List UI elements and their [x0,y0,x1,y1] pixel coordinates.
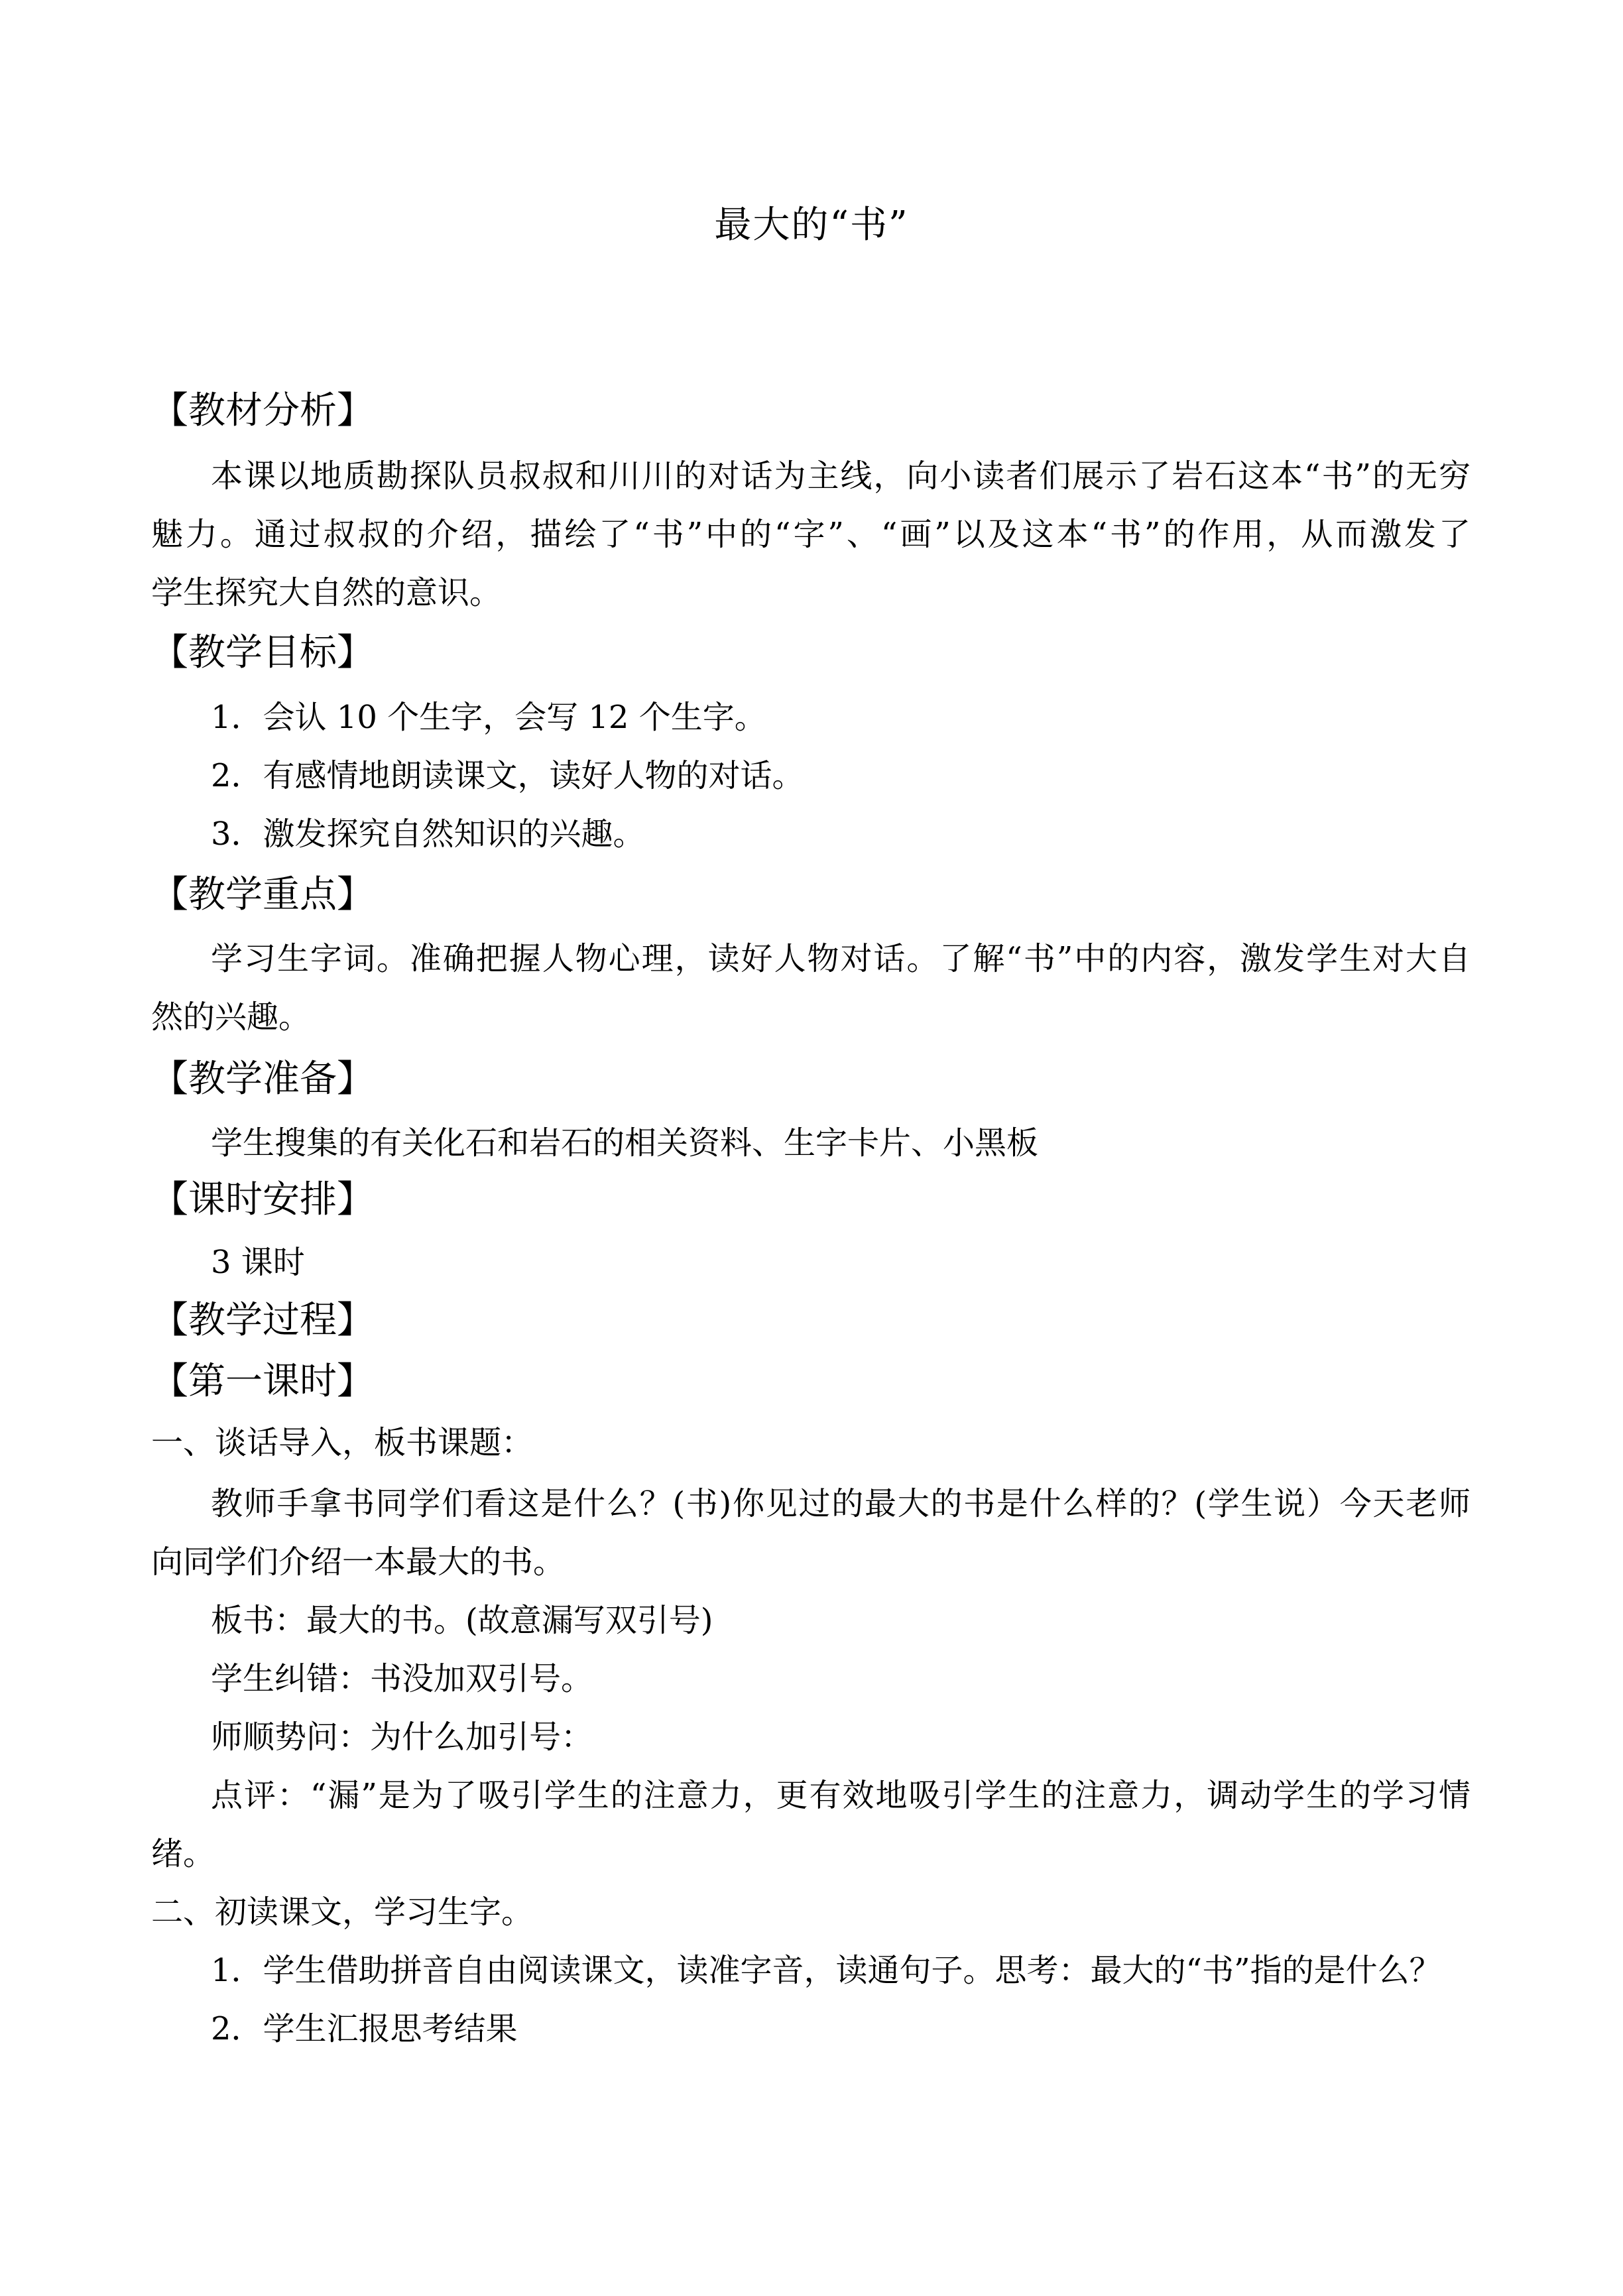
analysis-line-3: 学生探究大自然的意识。 [151,574,502,611]
document-title: 最大的“书” [714,204,909,247]
heading-focus: 【教学重点】 [151,873,374,916]
lesson1-part1-title: 一、谈话导入，板书课题： [151,1424,534,1461]
heading-goals: 【教学目标】 [151,631,374,674]
lesson1-part2-title: 二、初读课文，学习生字。 [151,1894,534,1931]
heading-process: 【教学过程】 [151,1299,374,1342]
lesson1-comment-line-1: 点评：“漏”是为了吸引学生的注意力，更有效地吸引学生的注意力，调动学生的学习情 [211,1777,1471,1814]
heading-preparation: 【教学准备】 [151,1057,374,1101]
lesson1-board: 板书：最大的书。(故意漏写双引号) [211,1602,713,1639]
focus-line-2: 然的兴趣。 [151,998,311,1036]
lesson1-part2-item-2: 2．学生汇报思考结果 [211,2010,518,2047]
heading-lesson-1: 【第一课时】 [151,1360,374,1403]
schedule-text: 3 课时 [211,1244,305,1281]
goal-item-2: 2．有感情地朗读课文，读好人物的对话。 [211,757,804,794]
preparation-text: 学生搜集的有关化石和岩石的相关资料、生字卡片、小黑板 [211,1124,1039,1162]
lesson1-question: 师顺势问：为什么加引号： [211,1719,593,1756]
focus-line-1: 学习生字词。准确把握人物心理，读好人物对话。了解“书”中的内容，激发学生对大自 [211,940,1471,977]
goal-item-1: 1．会认 10 个生字，会写 12 个生字。 [211,699,766,736]
analysis-line-2: 魅力。通过叔叔的介绍，描绘了“书”中的“字”、“画”以及这本“书”的作用，从而激发了 [151,516,1471,553]
lesson1-part1-line-2: 向同学们介绍一本最大的书。 [151,1543,566,1581]
lesson1-comment-line-2: 绪。 [151,1835,215,1872]
lesson1-correction: 学生纠错：书没加双引号。 [211,1660,593,1697]
heading-analysis: 【教材分析】 [151,389,374,432]
lesson1-part1-line-1: 教师手拿书同学们看这是什么？(书)你见过的最大的书是什么样的？(学生说）今天老师 [211,1485,1471,1522]
lesson1-part2-item-1: 1．学生借助拼音自由阅读课文，读准字音，读通句子。思考：最大的“书”指的是什么？ [211,1952,1441,1989]
goal-item-3: 3．激发探究自然知识的兴趣。 [211,816,645,853]
analysis-line-1: 本课以地质勘探队员叔叔和川川的对话为主线，向小读者们展示了岩石这本“书”的无穷 [211,457,1471,495]
heading-schedule: 【课时安排】 [151,1178,374,1221]
